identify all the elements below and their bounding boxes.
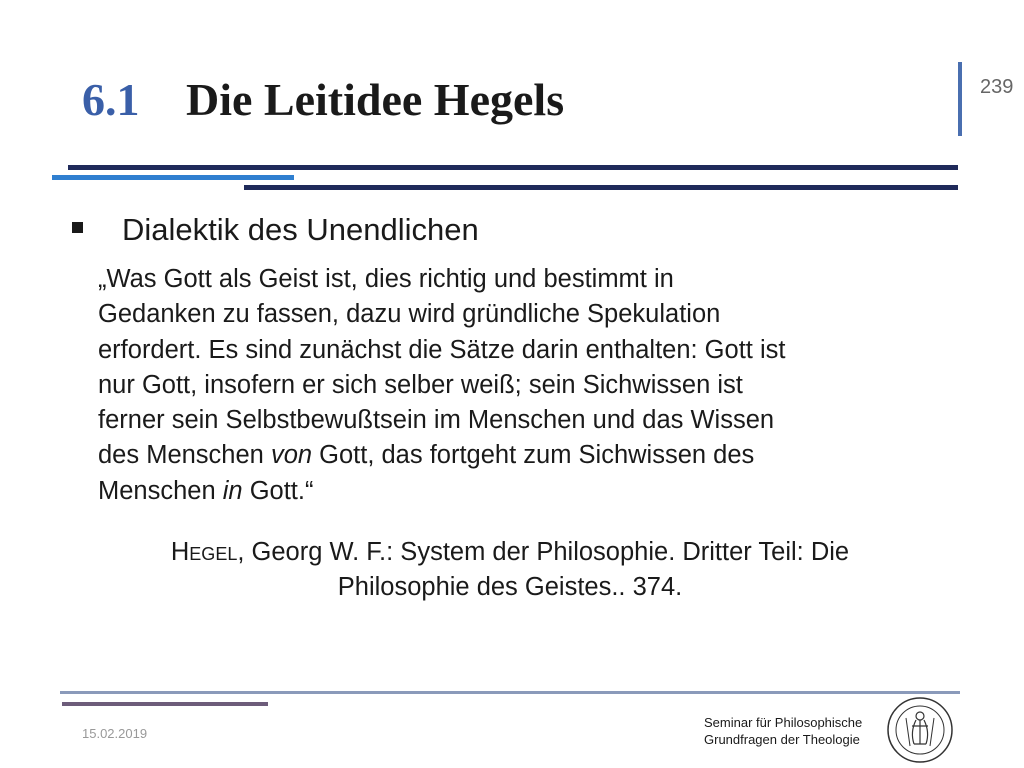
square-bullet-icon [72,222,83,233]
quote-text: Gott.“ [242,476,314,505]
seminar-name [704,714,862,748]
citation-text: , Georg W. F.: System der Philosophie. Dritter Teil: Die [237,538,850,566]
page-number: 239 [980,76,1014,98]
footer-date: 15.02.2019 [82,726,148,741]
citation-line [70,535,950,570]
quote-line [98,474,958,509]
quote-line [98,438,958,473]
citation-line: Philosophie des Geistes.. 374. [337,573,683,601]
university-seal-icon [886,696,954,764]
title-divider [958,62,962,136]
header-rule-bottom [244,185,958,190]
footer-rule-accent [62,702,268,706]
slide-section-number: 6.1 [82,74,140,125]
header-rule-top [68,165,958,170]
citation-author: Hegel [170,538,238,566]
footer-rule [60,691,960,694]
quote-text: des Menschen [98,441,271,470]
quote-line: ferner sein Selbstbewußtsein im Menschen und das Wissen [98,406,775,435]
quote-line: nur Gott, insofern er sich selber weiß; sein Sichwissen ist [98,370,743,399]
bullet-heading: Dialektik des Unendlichen [122,212,479,247]
quote-line: Gedanken zu fassen, dazu wird gründliche Spekulation [98,300,721,329]
quote-emphasis: von [270,441,313,470]
hegel-quote [98,262,958,509]
seminar-line: Seminar für Philosophische [704,715,863,730]
quote-line: „Was Gott als Geist ist, dies richtig und bestimmt in [98,265,674,293]
citation [70,535,950,605]
quote-text: Gott, das fortgeht zum Sichwissen des [312,441,755,470]
quote-emphasis: in [222,476,243,505]
header-rule-accent [52,175,294,180]
slide-title [82,70,564,130]
quote-line: erfordert. Es sind zunächst die Sätze darin enthalten: Gott ist [98,335,786,364]
slide-title-text: Die Leitidee Hegels [186,74,565,125]
quote-text: Menschen [98,476,223,505]
seminar-line: Grundfragen der Theologie [704,732,860,747]
